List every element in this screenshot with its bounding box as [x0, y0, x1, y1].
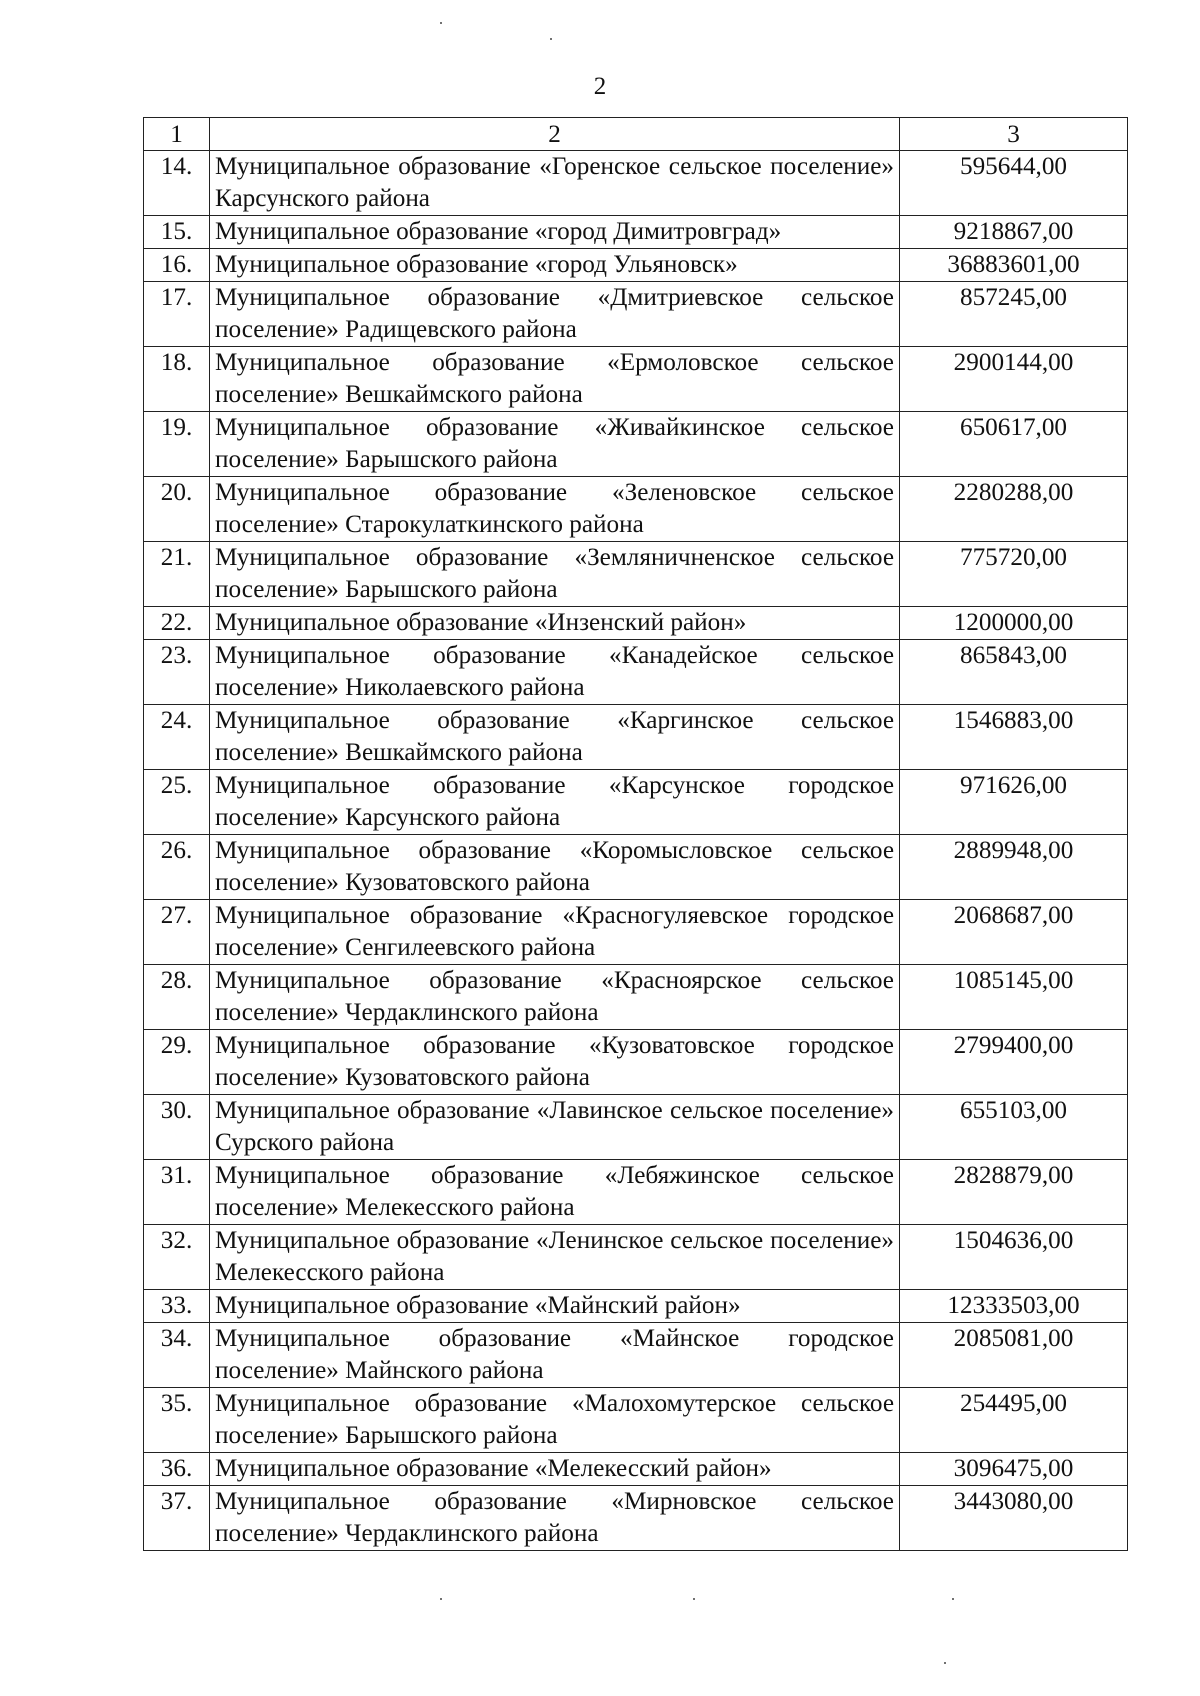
- scan-speck: [440, 1598, 442, 1600]
- table-row: [144, 607, 1128, 640]
- row-number: 17.: [144, 282, 210, 347]
- row-number: 34.: [144, 1323, 210, 1388]
- row-number: 37.: [144, 1486, 210, 1551]
- page-number: 2: [593, 73, 607, 100]
- scan-speck: [440, 22, 442, 24]
- amount-value: 9218867,00: [900, 216, 1128, 249]
- row-number: 18.: [144, 347, 210, 412]
- amount-value: 2280288,00: [900, 477, 1128, 542]
- table-row: [144, 1388, 1128, 1453]
- table-row: [144, 640, 1128, 705]
- allocation-table: [143, 117, 1128, 1551]
- municipality-name: Муниципальное образование «Карсунское городское поселение» Карсунского района: [210, 770, 900, 835]
- row-number: 27.: [144, 900, 210, 965]
- amount-value: 655103,00: [900, 1095, 1128, 1160]
- row-number: 25.: [144, 770, 210, 835]
- municipality-name: Муниципальное образование «Зеленовское сельское поселение» Старокулаткинского района: [210, 477, 900, 542]
- amount-value: 12333503,00: [900, 1290, 1128, 1323]
- row-number: 33.: [144, 1290, 210, 1323]
- table-row: [144, 151, 1128, 216]
- amount-value: 254495,00: [900, 1388, 1128, 1453]
- amount-value: 2900144,00: [900, 347, 1128, 412]
- row-number: 23.: [144, 640, 210, 705]
- amount-value: 3096475,00: [900, 1453, 1128, 1486]
- amount-value: 2799400,00: [900, 1030, 1128, 1095]
- table-row: [144, 1453, 1128, 1486]
- table-row: [144, 1323, 1128, 1388]
- table-row: [144, 900, 1128, 965]
- table-row: [144, 835, 1128, 900]
- amount-value: 2828879,00: [900, 1160, 1128, 1225]
- amount-value: 1546883,00: [900, 705, 1128, 770]
- amount-value: 857245,00: [900, 282, 1128, 347]
- scan-speck: [952, 1598, 954, 1600]
- amount-value: 971626,00: [900, 770, 1128, 835]
- municipality-name: Муниципальное образование «Майнский район»: [210, 1290, 900, 1323]
- scan-speck: [944, 1662, 946, 1664]
- table-row: [144, 1095, 1128, 1160]
- scan-speck: [693, 1598, 695, 1600]
- table-row: [144, 412, 1128, 477]
- municipality-name: Муниципальное образование «Красногуляевское городское поселение» Сенгилеевского района: [210, 900, 900, 965]
- table-row: [144, 1030, 1128, 1095]
- column-header-name: 2: [210, 118, 900, 151]
- municipality-name: Муниципальное образование «Лебяжинское сельское поселение» Мелекесского района: [210, 1160, 900, 1225]
- amount-value: 1504636,00: [900, 1225, 1128, 1290]
- row-number: 26.: [144, 835, 210, 900]
- amount-value: 650617,00: [900, 412, 1128, 477]
- amount-value: 595644,00: [900, 151, 1128, 216]
- table-row: [144, 965, 1128, 1030]
- municipality-name: Муниципальное образование «Майнское городское поселение» Майнского района: [210, 1323, 900, 1388]
- table-row: [144, 282, 1128, 347]
- row-number: 20.: [144, 477, 210, 542]
- row-number: 29.: [144, 1030, 210, 1095]
- row-number: 31.: [144, 1160, 210, 1225]
- amount-value: 1085145,00: [900, 965, 1128, 1030]
- amount-value: 3443080,00: [900, 1486, 1128, 1551]
- table-row: [144, 705, 1128, 770]
- row-number: 35.: [144, 1388, 210, 1453]
- municipality-name: Муниципальное образование «город Димитровград»: [210, 216, 900, 249]
- municipality-name: Муниципальное образование «город Ульяновск»: [210, 249, 900, 282]
- amount-value: 2068687,00: [900, 900, 1128, 965]
- municipality-name: Муниципальное образование «Лавинское сельское поселение» Сурского района: [210, 1095, 900, 1160]
- table-row: [144, 216, 1128, 249]
- amount-value: 1200000,00: [900, 607, 1128, 640]
- row-number: 36.: [144, 1453, 210, 1486]
- amount-value: 2889948,00: [900, 835, 1128, 900]
- municipality-name: Муниципальное образование «Мелекесский район»: [210, 1453, 900, 1486]
- municipality-name: Муниципальное образование «Красноярское сельское поселение» Чердаклинского района: [210, 965, 900, 1030]
- table-header-row: [144, 118, 1128, 151]
- municipality-name: Муниципальное образование «Мирновское сельское поселение» Чердаклинского района: [210, 1486, 900, 1551]
- column-header-number: 1: [144, 118, 210, 151]
- municipality-name: Муниципальное образование «Ленинское сельское поселение» Мелекесского района: [210, 1225, 900, 1290]
- row-number: 16.: [144, 249, 210, 282]
- amount-value: 775720,00: [900, 542, 1128, 607]
- row-number: 28.: [144, 965, 210, 1030]
- municipality-name: Муниципальное образование «Малохомутерское сельское поселение» Барышского района: [210, 1388, 900, 1453]
- table-row: [144, 1225, 1128, 1290]
- municipality-name: Муниципальное образование «Коромысловское сельское поселение» Кузоватовского района: [210, 835, 900, 900]
- scan-speck: [550, 38, 552, 40]
- column-header-amount: 3: [900, 118, 1128, 151]
- amount-value: 2085081,00: [900, 1323, 1128, 1388]
- row-number: 22.: [144, 607, 210, 640]
- table-row: [144, 1160, 1128, 1225]
- table-row: [144, 542, 1128, 607]
- amount-value: 865843,00: [900, 640, 1128, 705]
- table-row: [144, 1290, 1128, 1323]
- row-number: 14.: [144, 151, 210, 216]
- table-row: [144, 770, 1128, 835]
- table-body: [144, 118, 1128, 1551]
- table-row: [144, 1486, 1128, 1551]
- municipality-name: Муниципальное образование «Ермоловское сельское поселение» Вешкаймского района: [210, 347, 900, 412]
- municipality-name: Муниципальное образование «Каргинское сельское поселение» Вешкаймского района: [210, 705, 900, 770]
- row-number: 24.: [144, 705, 210, 770]
- municipality-name: Муниципальное образование «Земляничненское сельское поселение» Барышского района: [210, 542, 900, 607]
- row-number: 15.: [144, 216, 210, 249]
- municipality-name: Муниципальное образование «Инзенский район»: [210, 607, 900, 640]
- row-number: 21.: [144, 542, 210, 607]
- amount-value: 36883601,00: [900, 249, 1128, 282]
- municipality-name: Муниципальное образование «Кузоватовское городское поселение» Кузоватовского района: [210, 1030, 900, 1095]
- municipality-name: Муниципальное образование «Горенское сельское поселение» Карсунского района: [210, 151, 900, 216]
- table-row: [144, 477, 1128, 542]
- row-number: 30.: [144, 1095, 210, 1160]
- table-row: [144, 347, 1128, 412]
- row-number: 32.: [144, 1225, 210, 1290]
- municipality-name: Муниципальное образование «Канадейское сельское поселение» Николаевского района: [210, 640, 900, 705]
- row-number: 19.: [144, 412, 210, 477]
- municipality-name: Муниципальное образование «Дмитриевское сельское поселение» Радищевского района: [210, 282, 900, 347]
- municipality-name: Муниципальное образование «Живайкинское сельское поселение» Барышского района: [210, 412, 900, 477]
- table-row: [144, 249, 1128, 282]
